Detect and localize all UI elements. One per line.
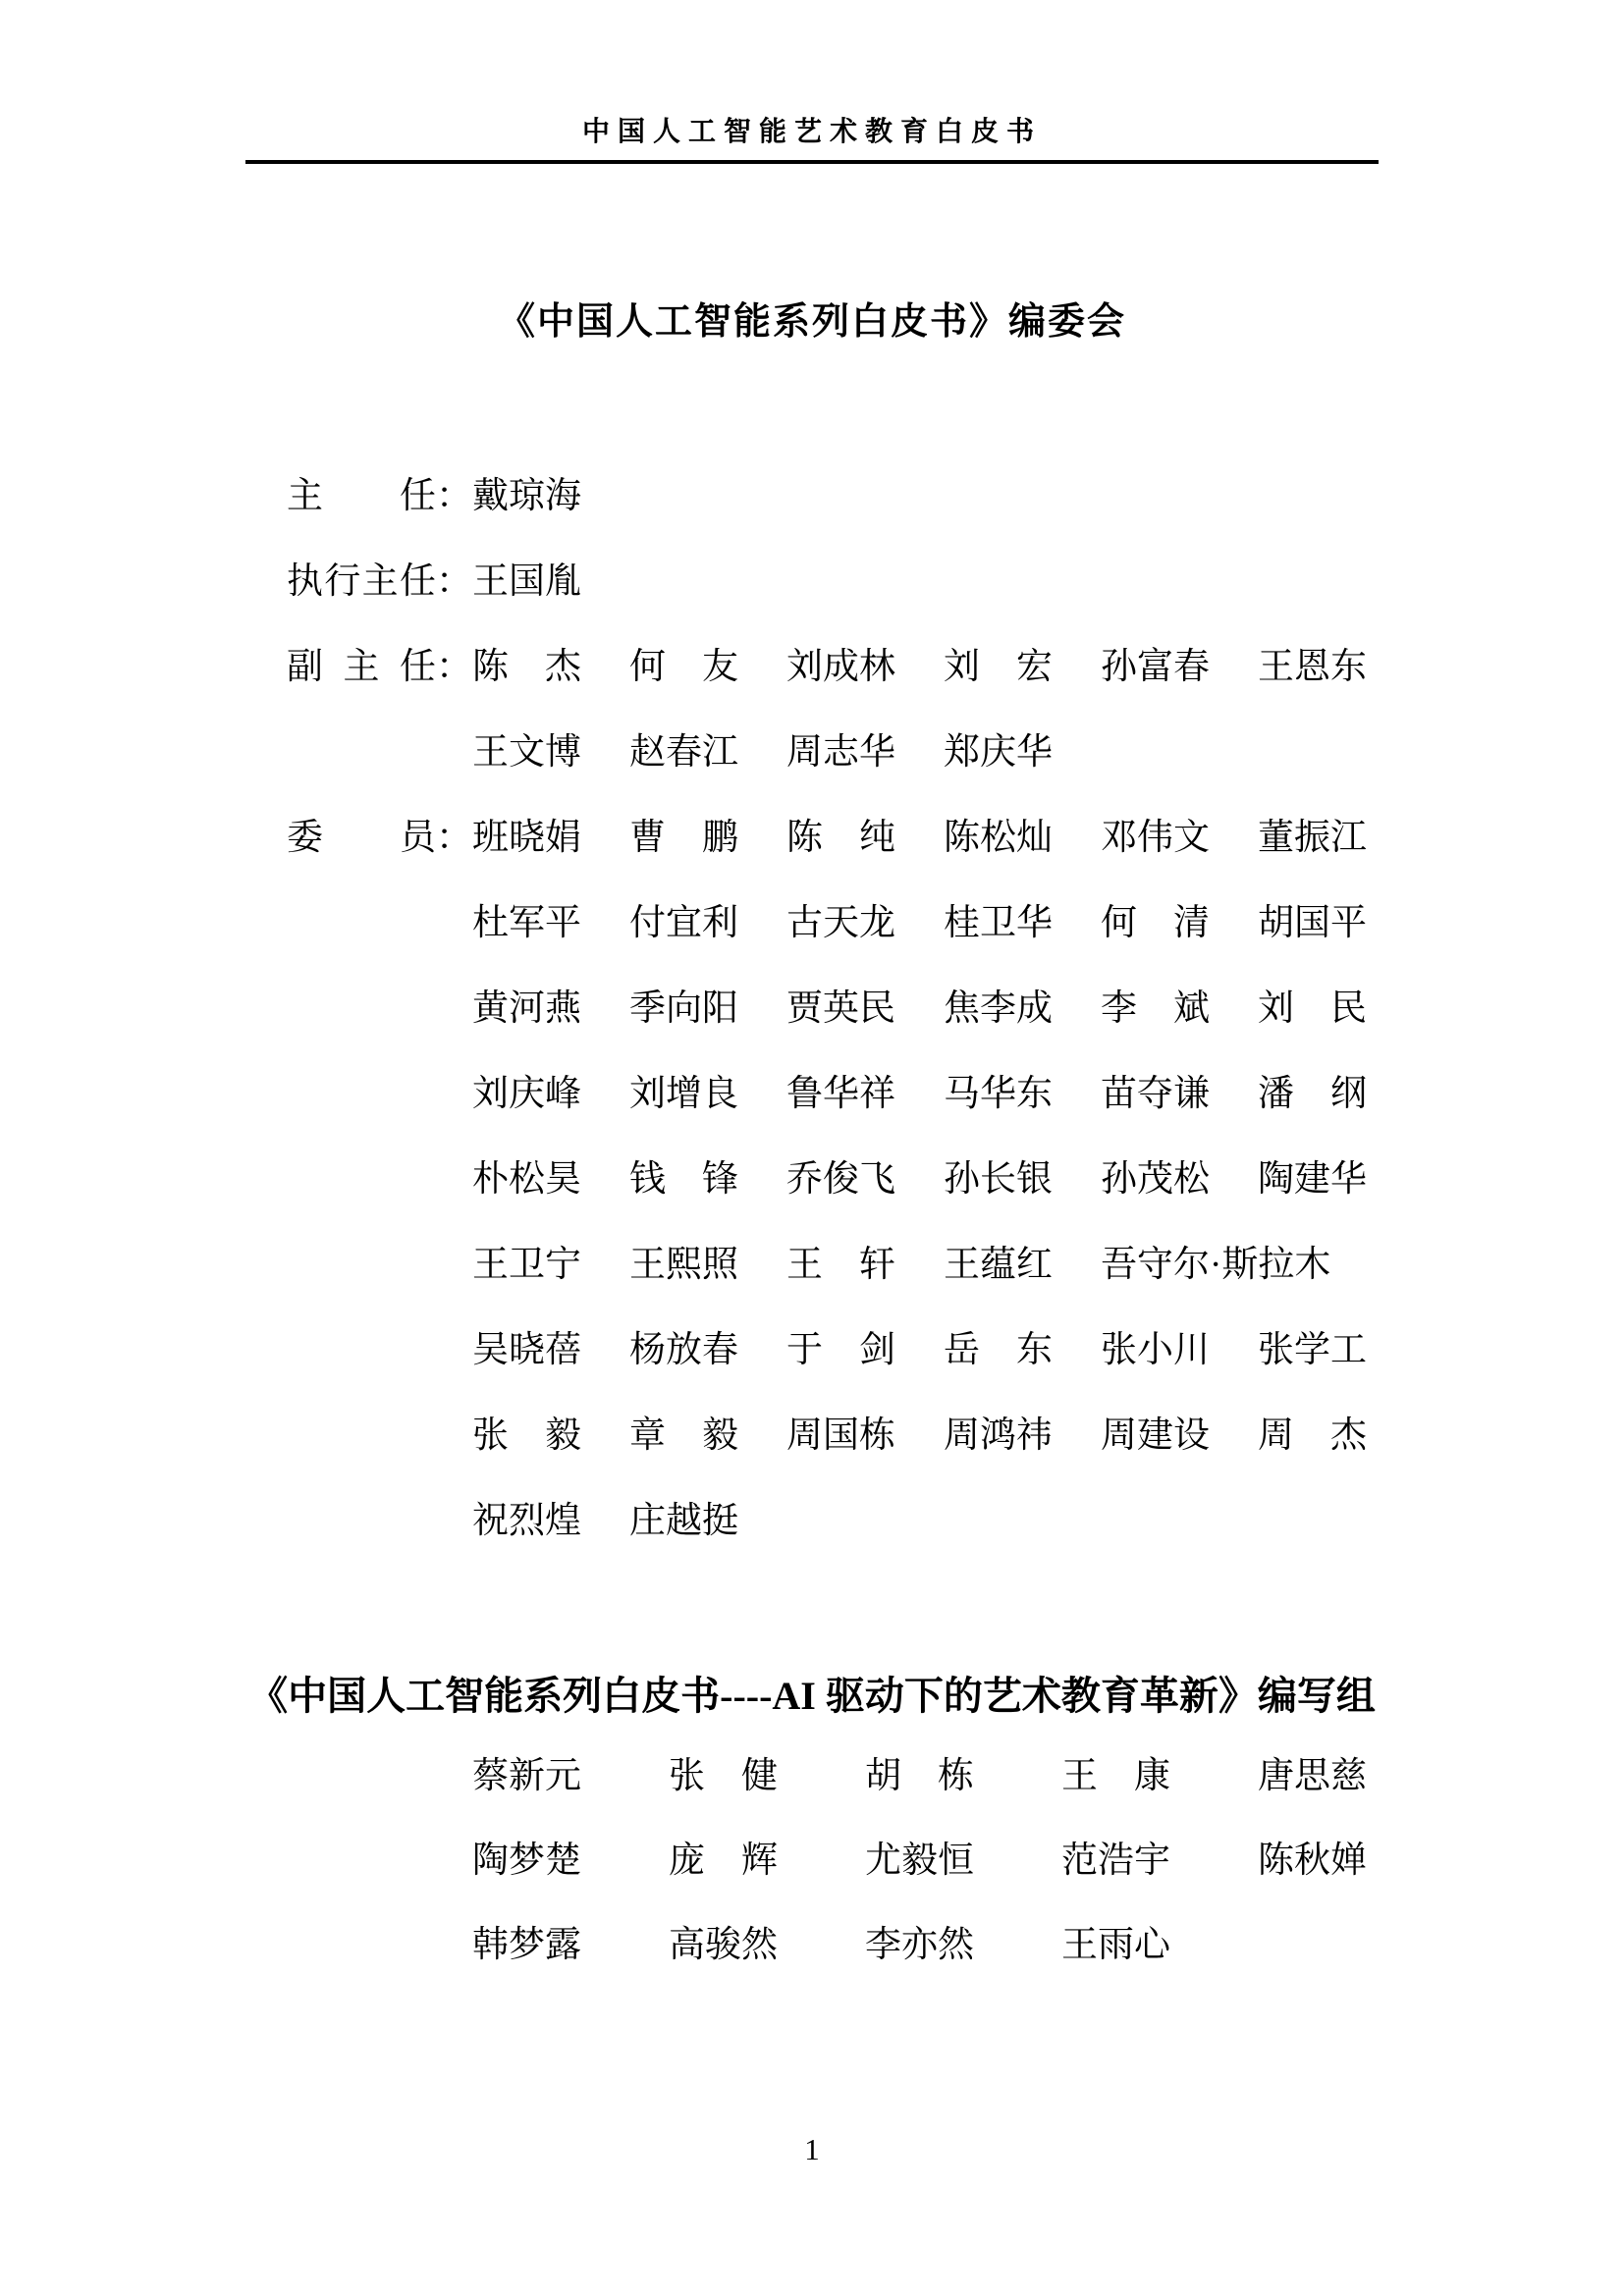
exec-chief-row	[287, 561, 581, 604]
writer-name: 胡 栋	[865, 1756, 974, 1796]
member-name: 乔俊飞	[786, 1159, 895, 1200]
member-name: 周 杰	[1258, 1415, 1367, 1456]
deputy-name: 郑庆华	[944, 732, 1053, 773]
writer-name: 王雨心	[1061, 1925, 1170, 1965]
member-name: 李 斌	[1101, 988, 1210, 1029]
committee-title: 《中国人工智能系列白皮书》编委会	[497, 301, 1126, 343]
member-name: 章 毅	[629, 1415, 738, 1456]
member-name: 王蕴红	[944, 1245, 1053, 1285]
deputy-row-continued	[472, 731, 1053, 774]
member-name: 陶建华	[1258, 1159, 1367, 1200]
member-name: 桂卫华	[944, 903, 1053, 943]
member-name: 岳 东	[944, 1330, 1053, 1370]
writer-name: 庞 辉	[669, 1841, 778, 1881]
writer-name: 张 健	[669, 1756, 778, 1796]
member-name: 孙长银	[944, 1159, 1053, 1200]
member-name: 吾守尔·斯拉木	[1101, 1245, 1331, 1285]
header-rule	[245, 160, 1379, 164]
member-name: 黄河燕	[472, 988, 581, 1029]
member-name: 马华东	[944, 1074, 1053, 1114]
members-row	[287, 817, 1367, 860]
deputy-name: 赵春江	[629, 732, 738, 773]
member-name: 刘增良	[629, 1074, 738, 1114]
writer-name: 尤毅恒	[865, 1841, 974, 1881]
member-name: 曹 鹏	[629, 818, 738, 858]
member-name: 刘庆峰	[472, 1074, 581, 1114]
member-name: 古天龙	[786, 903, 895, 943]
writer-name: 唐思慈	[1258, 1756, 1367, 1796]
member-name: 董振江	[1258, 818, 1367, 858]
members-row	[472, 1073, 1367, 1116]
deputy-name: 孙富春	[1101, 647, 1210, 687]
member-name: 张 毅	[472, 1415, 581, 1456]
exec-chief-label: 执 行 主 任	[287, 561, 436, 602]
member-name: 钱 锋	[629, 1159, 738, 1200]
exec-chief-name: 王国胤	[472, 561, 581, 602]
member-name: 班晓娟	[472, 818, 581, 858]
deputy-name: 王文博	[472, 732, 581, 773]
writer-name: 陶梦楚	[472, 1841, 581, 1881]
member-name: 朴松昊	[472, 1159, 581, 1200]
colon: ：	[436, 476, 472, 516]
member-name: 王 轩	[786, 1245, 895, 1285]
members-row	[472, 1244, 1330, 1287]
deputy-label: 副 主 任	[287, 647, 436, 687]
chief-row	[287, 475, 581, 518]
member-name: 王卫宁	[472, 1245, 581, 1285]
writing-group-title: 《中国人工智能系列白皮书----AI 驱动下的艺术教育革新》编写组	[248, 1674, 1376, 1718]
writer-name: 陈秋婵	[1258, 1841, 1367, 1881]
members-row	[472, 1158, 1367, 1201]
member-name: 杜军平	[472, 903, 581, 943]
member-name: 祝烈煌	[472, 1501, 581, 1541]
member-name: 邓伟文	[1101, 818, 1210, 858]
member-name: 何 清	[1101, 903, 1210, 943]
writer-name: 范浩宇	[1061, 1841, 1170, 1881]
writing-group-row	[472, 1840, 1367, 1883]
chief-name: 戴琼海	[472, 476, 581, 516]
writer-name: 韩梦露	[472, 1925, 581, 1965]
writer-name: 李亦然	[865, 1925, 974, 1965]
deputy-name: 周志华	[786, 732, 895, 773]
deputy-name: 王恩东	[1258, 647, 1367, 687]
writer-name: 王 康	[1061, 1756, 1170, 1796]
member-name: 张学工	[1258, 1330, 1367, 1370]
writing-group-row	[472, 1755, 1367, 1798]
colon: ：	[436, 647, 472, 687]
page-number: 1	[804, 2132, 820, 2166]
members-row	[472, 1500, 738, 1543]
members-row	[472, 1329, 1367, 1372]
members-row	[472, 1415, 1367, 1458]
member-name: 陈 纯	[786, 818, 895, 858]
member-name: 张小川	[1101, 1330, 1210, 1370]
members-row	[472, 988, 1367, 1031]
deputy-name: 陈 杰	[472, 647, 581, 687]
writer-name: 蔡新元	[472, 1756, 581, 1796]
member-name: 孙茂松	[1101, 1159, 1210, 1200]
deputy-name: 刘成林	[786, 647, 895, 687]
member-name: 胡国平	[1258, 903, 1367, 943]
members-label: 委 员	[287, 818, 436, 858]
member-name: 周国栋	[786, 1415, 895, 1456]
member-name: 吴晓蓓	[472, 1330, 581, 1370]
member-name: 陈松灿	[944, 818, 1053, 858]
member-name: 潘 纲	[1258, 1074, 1367, 1114]
member-name: 周建设	[1101, 1415, 1210, 1456]
writing-group-row	[472, 1924, 1170, 1967]
chief-label: 主 任	[287, 476, 436, 516]
member-name: 周鸿祎	[944, 1415, 1053, 1456]
member-name: 焦李成	[944, 988, 1053, 1029]
member-name: 王熙照	[629, 1245, 738, 1285]
member-name: 苗夺谦	[1101, 1074, 1210, 1114]
member-name: 庄越挺	[629, 1501, 738, 1541]
member-name: 于 剑	[786, 1330, 895, 1370]
members-row	[472, 902, 1367, 945]
member-name: 付宜利	[629, 903, 738, 943]
member-name: 刘 民	[1258, 988, 1367, 1029]
deputy-name: 何 友	[629, 647, 738, 687]
writer-name: 高骏然	[669, 1925, 778, 1965]
member-name: 鲁华祥	[786, 1074, 895, 1114]
deputy-row	[287, 646, 1367, 689]
member-name: 季向阳	[629, 988, 738, 1029]
page-header-title: 中国人工智能艺术教育白皮书	[581, 117, 1042, 147]
colon: ：	[436, 561, 472, 602]
colon: ：	[436, 818, 472, 858]
deputy-name: 刘 宏	[944, 647, 1053, 687]
member-name: 贾英民	[786, 988, 895, 1029]
member-name: 杨放春	[629, 1330, 738, 1370]
